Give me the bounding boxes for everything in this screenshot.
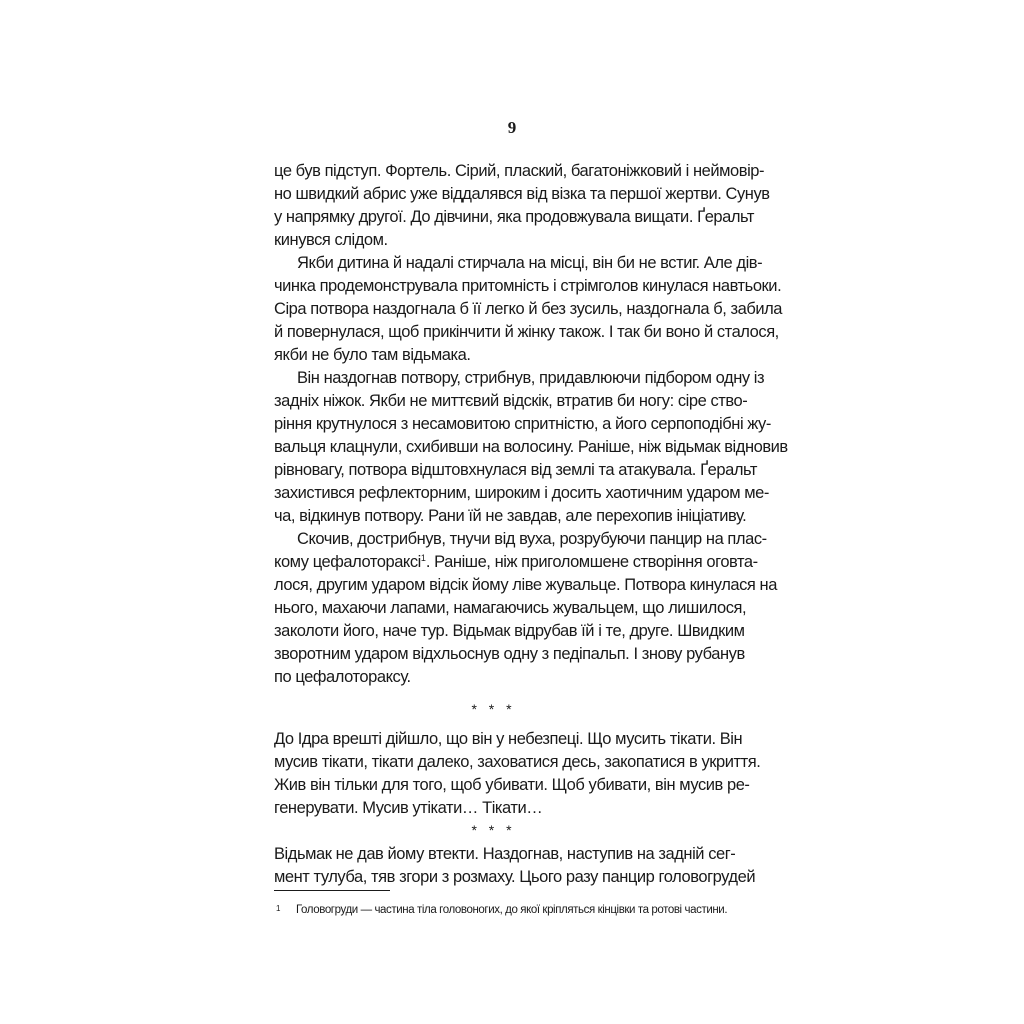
text-line: по цефалотораксу. [274, 668, 411, 686]
section-break: * * * [471, 822, 516, 838]
text-line: ріння крутнулося з несамовитою спритністю, а його серпоподібні жу- [274, 415, 771, 433]
text-line: заколоти його, наче тур. Відьмак відрубав їй і те, друге. Швидким [274, 622, 745, 640]
text-line-continuation: . Раніше, ніж приголомшене створіння оговта- [425, 553, 758, 571]
text-line: у напрямку другої. До дівчини, яка продовжувала вищати. Ґеральт [274, 208, 755, 226]
text-line: но швидкий абрис уже віддалявся від візка та першої жертви. Сунув [274, 185, 770, 203]
text-line: зворотним ударом відхльоснув одну з педіпальп. І знову рубанув [274, 645, 745, 663]
text-line: мусив тікати, тікати далеко, заховатися десь, закопатися в укриття. [274, 753, 761, 771]
section-break: * * * [471, 701, 516, 717]
text-line: Якби дитина й надалі стирчала на місці, він би не встиг. Але дів- [297, 254, 763, 272]
text-line: вальця клацнули, схибивши на волосину. Раніше, ніж відьмак відновив [274, 438, 788, 456]
text-line: лося, другим ударом відсік йому ліве жувальце. Потвора кинулася на [274, 576, 777, 594]
page-number: 9 [507, 118, 517, 137]
text-line: задніх ніжок. Якби не миттєвий відскік, втратив би ногу: сіре ство- [274, 392, 748, 410]
text-line: Скочив, дострибнув, тнучи від вуха, розрубуючи панцир на плас- [297, 530, 767, 548]
footnote-anchor-text: кому цефалотораксі [274, 553, 421, 571]
text-line: чинка продемонструвала притомність і стрімголов кинулася навтьоки. [274, 277, 782, 295]
text-line: кинувся слідом. [274, 231, 388, 249]
footnote-text: Головогруди — частина тіла головоногих, до якої кріпляться кінцівки та ротові частини. [296, 904, 728, 916]
footnote-rule [274, 890, 390, 891]
text-line: генерувати. Мусив утікати… Тікати… [274, 799, 543, 817]
text-line: якби не було там відьмака. [274, 346, 471, 364]
text-line: це був підступ. Фортель. Сірий, плаский, багатоніжковий і неймовір- [274, 162, 765, 180]
text-line [274, 551, 758, 574]
text-line: Сіра потвора наздогнала б її легко й без зусиль, наздогнала б, забила [274, 300, 783, 318]
text-line: й повернулася, щоб прикінчити й жінку також. І так би воно й сталося, [274, 323, 779, 341]
text-line: Жив він тільки для того, щоб убивати. Щоб убивати, він мусив ре- [274, 776, 750, 794]
text-line: захистився рефлекторним, широким і досить хаотичним ударом ме- [274, 484, 769, 502]
text-line: нього, махаючи лапами, намагаючись жувальцем, що лишилося, [274, 599, 747, 617]
text-line: Він наздогнав потвору, стрибнув, придавлюючи підбором одну із [297, 369, 765, 387]
text-line: Відьмак не дав йому втекти. Наздогнав, наступив на задній сег- [274, 845, 736, 863]
text-line: До Ідра врешті дійшло, що він у небезпеці. Що мусить тікати. Він [274, 730, 743, 748]
footnote-reference: 1 [420, 553, 426, 563]
text-line: рівновагу, потвора відштовхнулася від землі та атакувала. Ґеральт [274, 461, 758, 479]
text-line: ча, відкинув потвору. Рани їй не завдав, але перехопив ініціативу. [274, 507, 747, 525]
text-line: мент тулуба, тяв згори з розмаху. Цього разу панцир головогрудей [274, 868, 756, 886]
footnote-marker: 1 [276, 904, 281, 913]
